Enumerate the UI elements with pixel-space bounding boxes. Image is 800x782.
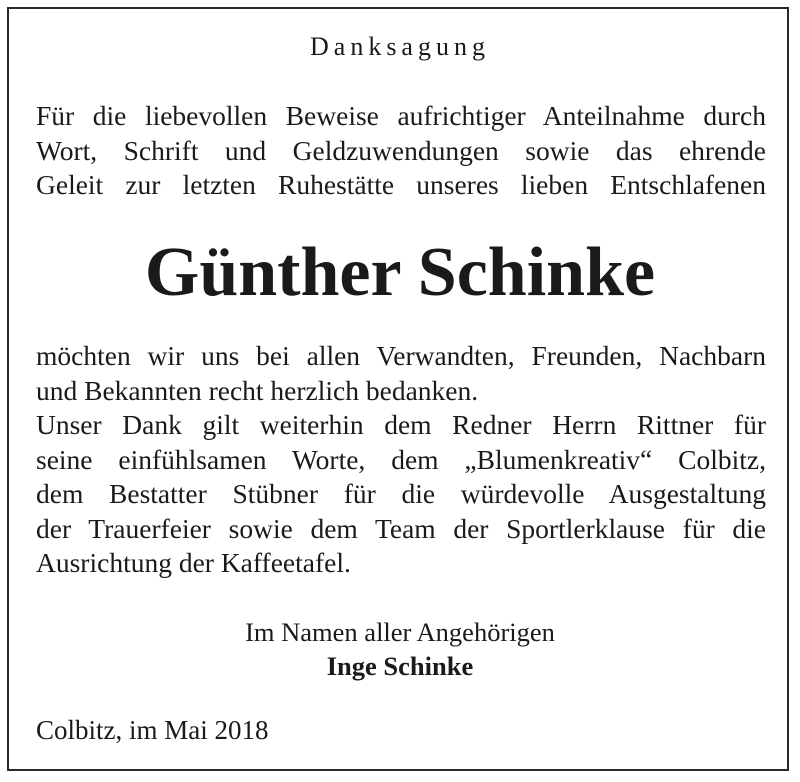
body-line: Unser Dank gilt weiterhin dem Redner Herrn Rittner für [36,409,766,440]
place-date: Colbitz, im Mai 2018 [36,715,269,745]
closing-phrase: Im Namen aller Angehörigen [245,617,555,647]
body-line: der Trauerfeier sowie dem Team der Sportlerklause für die [36,512,766,544]
body-line: und Bekannten recht herzlich bedanken. [36,374,479,406]
signature-block [0,615,800,683]
body-line: seine einfühlsamen Worte, dem „Blumenkreativ“ Colbitz, [36,443,766,475]
deceased-name: Günther Schinke [144,234,656,311]
body-line: Ausrichtung der Kaffeetafel. [36,547,351,578]
intro-line: Geleit zur letzten Ruhestätte unseres lieben Entschlafenen [36,169,766,200]
thanks-paragraph [36,339,766,581]
notice-heading: Danksagung [310,32,490,61]
body-line: möchten wir uns bei allen Verwandten, Freunden, Nachbarn [36,340,766,371]
intro-line: Wort, Schrift und Geldzuwendungen sowie das ehrende [36,134,766,166]
body-line: dem Bestatter Stübner für die würdevolle Ausgestaltung [36,478,766,509]
intro-line: Für die liebevollen Beweise aufrichtiger Anteilnahme durch [36,100,766,131]
signer-name: Inge Schinke [326,651,474,681]
intro-paragraph [36,99,766,203]
